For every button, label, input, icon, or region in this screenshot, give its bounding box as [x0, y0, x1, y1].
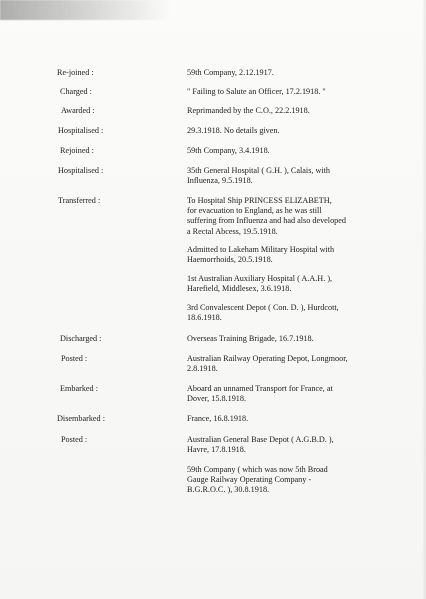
record-text: Australian General Base Depot ( A.G.B.D. ), Havre, 17.8.1918.: [187, 435, 334, 455]
record-label: Awarded :: [61, 106, 95, 115]
record-text: 59th Company ( which was now 5th Broad Gauge Railway Operating Company - B.G.R.O.C. ), 30.8.1918.: [187, 465, 328, 495]
record-text: Australian Railway Operating Depot, Longmoor, 2.8.1918.: [187, 354, 348, 374]
record-text: 3rd Convalescent Depot ( Con. D. ), Hurdcott, 18.6.1918.: [187, 303, 339, 323]
record-label: Embarked :: [60, 384, 98, 393]
record-text: Admitted to Lakeham Military Hospital with Haemorrhoids, 20.5.1918.: [187, 245, 335, 265]
record-label: Posted :: [61, 354, 88, 363]
record-label: Transferred :: [58, 196, 101, 205]
record-text: 59th Company, 3.4.1918.: [187, 146, 270, 155]
record-text: 59th Company, 2.12.1917.: [187, 68, 274, 77]
record-text: France, 16.8.1918.: [187, 414, 249, 423]
scan-artifact: [0, 0, 170, 20]
record-text: Aboard an unnamed Transport for France, at Dover, 15.8.1918.: [187, 384, 333, 404]
record-text: 35th General Hospital ( G.H. ), Calais, with Influenza, 9.5.1918.: [187, 166, 331, 186]
record-text: 29.3.1918. No details given.: [187, 126, 280, 135]
record-label: Re-joined :: [57, 68, 94, 77]
record-label: Disembarked :: [57, 414, 105, 423]
record-label: Hospitalised :: [58, 166, 104, 175]
record-text: Reprimanded by the C.O., 22.2.1918.: [187, 106, 310, 115]
record-text: " Failing to Salute an Officer, 17.2.1918. ": [187, 87, 326, 96]
record-text: 1st Australian Auxiliary Hospital ( A.A.H. ), Harefield, Middlesex, 3.6.1918.: [187, 274, 333, 294]
record-label: Hospitalised :: [58, 126, 104, 135]
page-edge-shadow: [422, 0, 426, 599]
record-text: Overseas Training Brigade, 16.7.1918.: [187, 334, 314, 343]
record-text: To Hospital Ship PRINCESS ELIZABETH, for evacuation to England, as he was still suffering from Influenza and had also developed a Rectal Abcess, 19.5.1918.: [187, 196, 346, 236]
record-label: Discharged :: [60, 334, 102, 343]
record-label: Rejoined :: [60, 146, 94, 155]
record-label: Charged :: [60, 87, 92, 96]
record-label: Posted :: [61, 435, 88, 444]
